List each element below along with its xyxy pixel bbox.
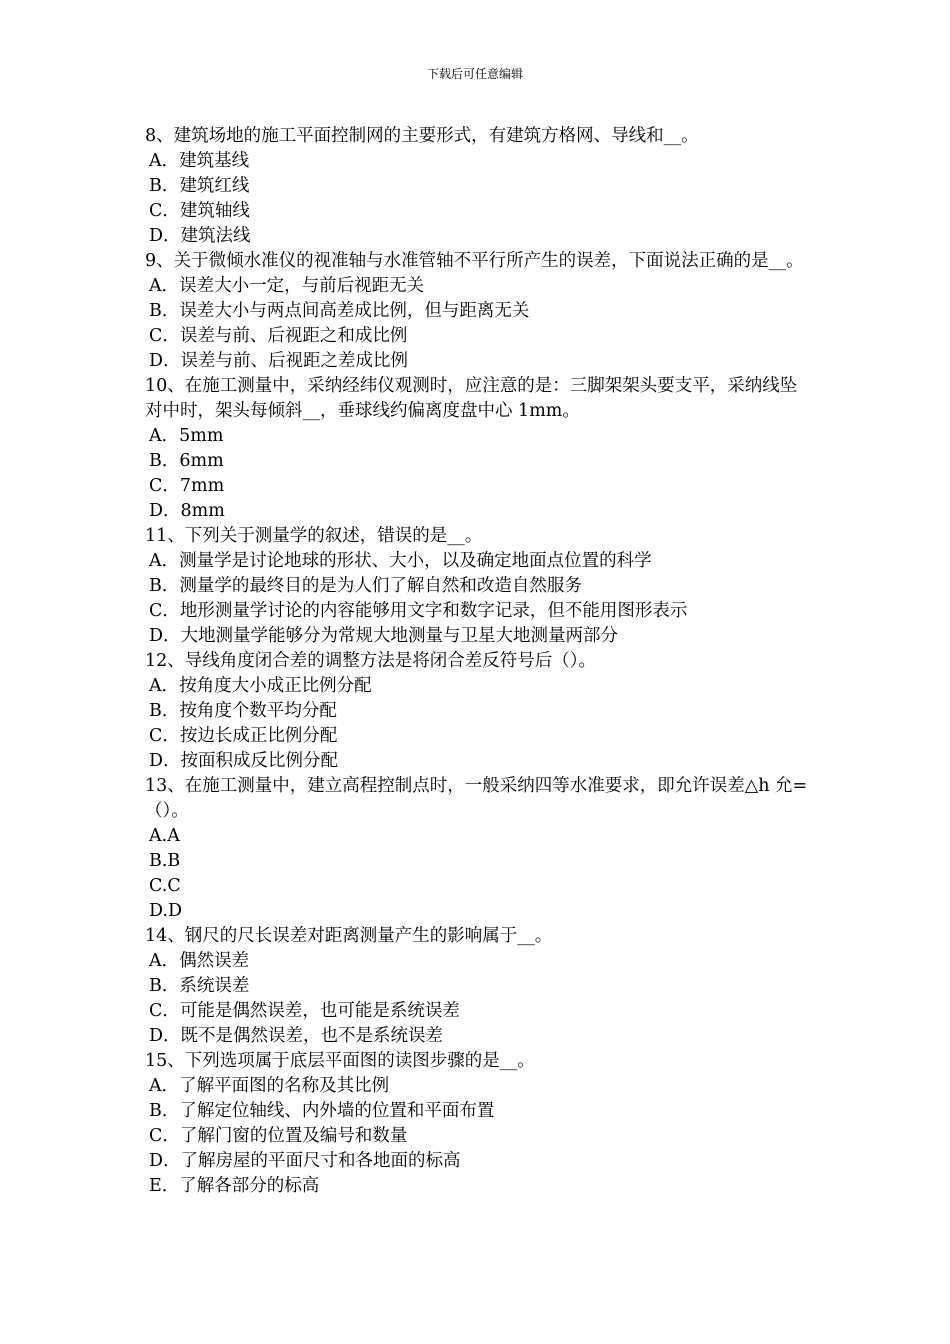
option-a: A．偶然误差: [149, 951, 250, 971]
question-stem: 9、关于微倾水准仪的视准轴与水准管轴不平行所产生的误差，下面说法正确的是__。: [145, 251, 804, 271]
option-c: C.C: [149, 876, 181, 896]
option-b: B．测量学的最终目的是为人们了解自然和改造自然服务: [149, 576, 582, 596]
option-d: D.D: [149, 901, 183, 921]
question-14: [145, 924, 810, 1049]
option-c: C．7mm: [149, 476, 225, 496]
option-c: C．误差与前、后视距之和成比例: [149, 326, 408, 346]
question-stem: 14、钢尺的尺长误差对距离测量产生的影响属于__。: [145, 926, 553, 946]
option-b: B．系统误差: [149, 976, 250, 996]
option-a: A．了解平面图的名称及其比例: [149, 1076, 390, 1096]
option-c: C．建筑轴线: [149, 201, 250, 221]
question-stem: 15、下列选项属于底层平面图的读图步骤的是__。: [145, 1051, 535, 1071]
question-list: [145, 124, 810, 1199]
question-12: [145, 649, 810, 774]
option-a: A．建筑基线: [149, 151, 250, 171]
option-d: D．8mm: [149, 501, 225, 521]
option-b: B．建筑红线: [149, 176, 250, 196]
option-c: C．可能是偶然误差，也可能是系统误差: [149, 1001, 460, 1021]
option-d: D．建筑法线: [149, 226, 251, 246]
question-stem: 11、下列关于测量学的叙述，错误的是__。: [145, 526, 483, 546]
question-stem: 13、在施工测量中，建立高程控制点时，一般采纳四等水准要求，即允许误差△h 允=（）。: [145, 776, 808, 821]
option-d: D．大地测量学能够分为常规大地测量与卫星大地测量两部分: [149, 626, 619, 646]
page-header: 下载后可任意编辑: [426, 67, 523, 81]
option-d: D．按面积成反比例分配: [149, 751, 339, 771]
question-15: [145, 1049, 810, 1199]
question-8: [145, 124, 810, 249]
option-a: A.A: [149, 826, 180, 846]
option-e: E．了解各部分的标高: [149, 1176, 320, 1196]
option-a: A．5mm: [149, 426, 224, 446]
option-b: B.B: [149, 851, 181, 871]
question-stem: 8、建筑场地的施工平面控制网的主要形式，有建筑方格网、导线和__。: [145, 126, 699, 146]
question-10: [145, 374, 810, 524]
question-9: [145, 249, 810, 374]
option-b: B．6mm: [149, 451, 224, 471]
option-d: D．误差与前、后视距之差成比例: [149, 351, 409, 371]
option-a: A．误差大小一定，与前后视距无关: [149, 276, 425, 296]
option-a: A．按角度大小成正比例分配: [149, 676, 372, 696]
option-b: B．误差大小与两点间高差成比例，但与距离无关: [149, 301, 530, 321]
question-stem: 12、导线角度闭合差的调整方法是将闭合差反符号后（）。: [145, 651, 597, 671]
option-c: C．按边长成正比例分配: [149, 726, 338, 746]
question-11: [145, 524, 810, 649]
question-13: [145, 774, 810, 924]
option-b: B．按角度个数平均分配: [149, 701, 337, 721]
question-stem: 10、在施工测量中，采纳经纬仪观测时，应注意的是：三脚架架头要支平，采纳线坠对中时，架头每倾斜__，垂球线约偏离度盘中心 1mm。: [145, 376, 798, 421]
option-b: B．了解定位轴线、内外墙的位置和平面布置: [149, 1101, 495, 1121]
option-d: D．了解房屋的平面尺寸和各地面的标高: [149, 1151, 461, 1171]
option-a: A．测量学是讨论地球的形状、大小，以及确定地面点位置的科学: [149, 551, 652, 571]
option-c: C．地形测量学讨论的内容能够用文字和数字记录，但不能用图形表示: [149, 601, 688, 621]
option-c: C．了解门窗的位置及编号和数量: [149, 1126, 408, 1146]
option-d: D．既不是偶然误差，也不是系统误差: [149, 1026, 444, 1046]
